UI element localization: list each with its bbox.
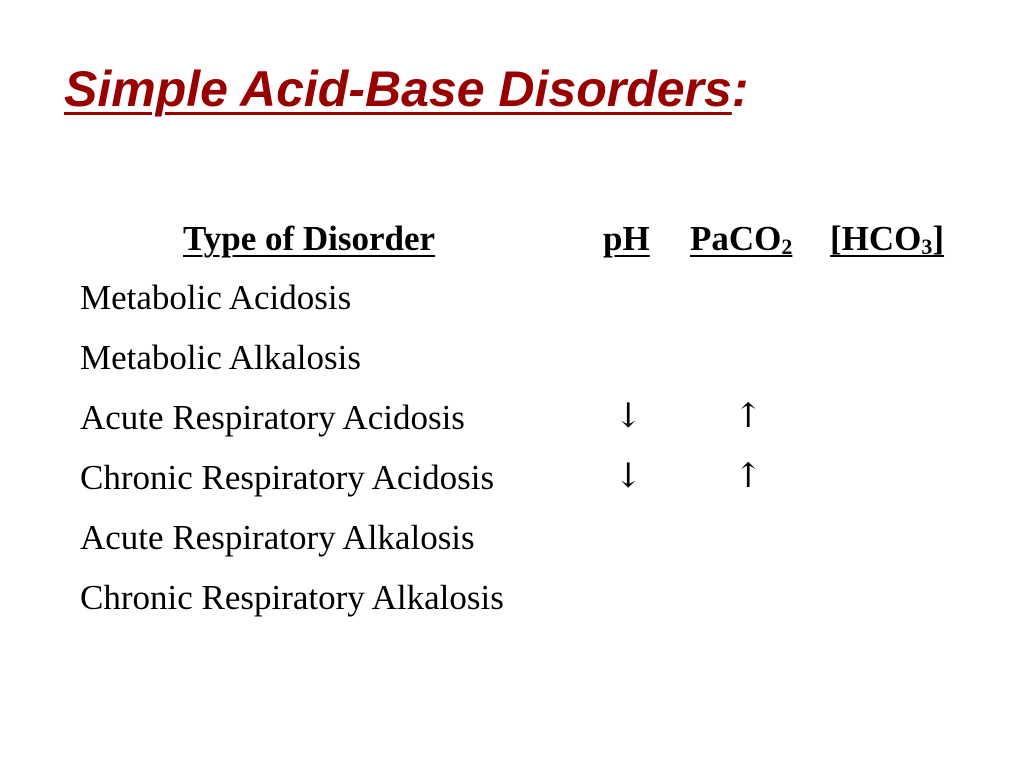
hco3-close-bracket: ]	[932, 219, 945, 258]
column-header-type: Type of Disorder	[183, 219, 436, 258]
hco3-subscript: 3	[921, 234, 933, 259]
paco2-base: PaCO	[690, 219, 782, 258]
row-label-acute-respiratory-acidosis: Acute Respiratory Acidosis	[80, 398, 465, 437]
row-label-chronic-respiratory-acidosis: Chronic Respiratory Acidosis	[80, 458, 495, 497]
row-label-metabolic-acidosis: Metabolic Acidosis	[80, 278, 352, 317]
down-arrow-icon: ↓	[614, 456, 643, 496]
down-arrow-icon: ↓	[614, 396, 643, 436]
column-header-ph: pH	[603, 219, 650, 258]
slide-title-colon: :	[731, 61, 749, 117]
hco3-base: [HCO	[830, 219, 922, 258]
column-header-hco3	[830, 218, 944, 260]
slide-title	[64, 62, 748, 117]
up-arrow-icon: ↑	[734, 396, 763, 436]
up-arrow-icon: ↑	[734, 456, 763, 496]
column-header-paco2	[690, 218, 792, 260]
row-label-metabolic-alkalosis: Metabolic Alkalosis	[80, 338, 361, 377]
row-label-chronic-respiratory-alkalosis: Chronic Respiratory Alkalosis	[80, 578, 504, 617]
row-label-acute-respiratory-alkalosis: Acute Respiratory Alkalosis	[80, 518, 475, 557]
slide-title-main: Simple Acid-Base Disorders	[64, 61, 732, 117]
paco2-subscript: 2	[781, 234, 793, 259]
